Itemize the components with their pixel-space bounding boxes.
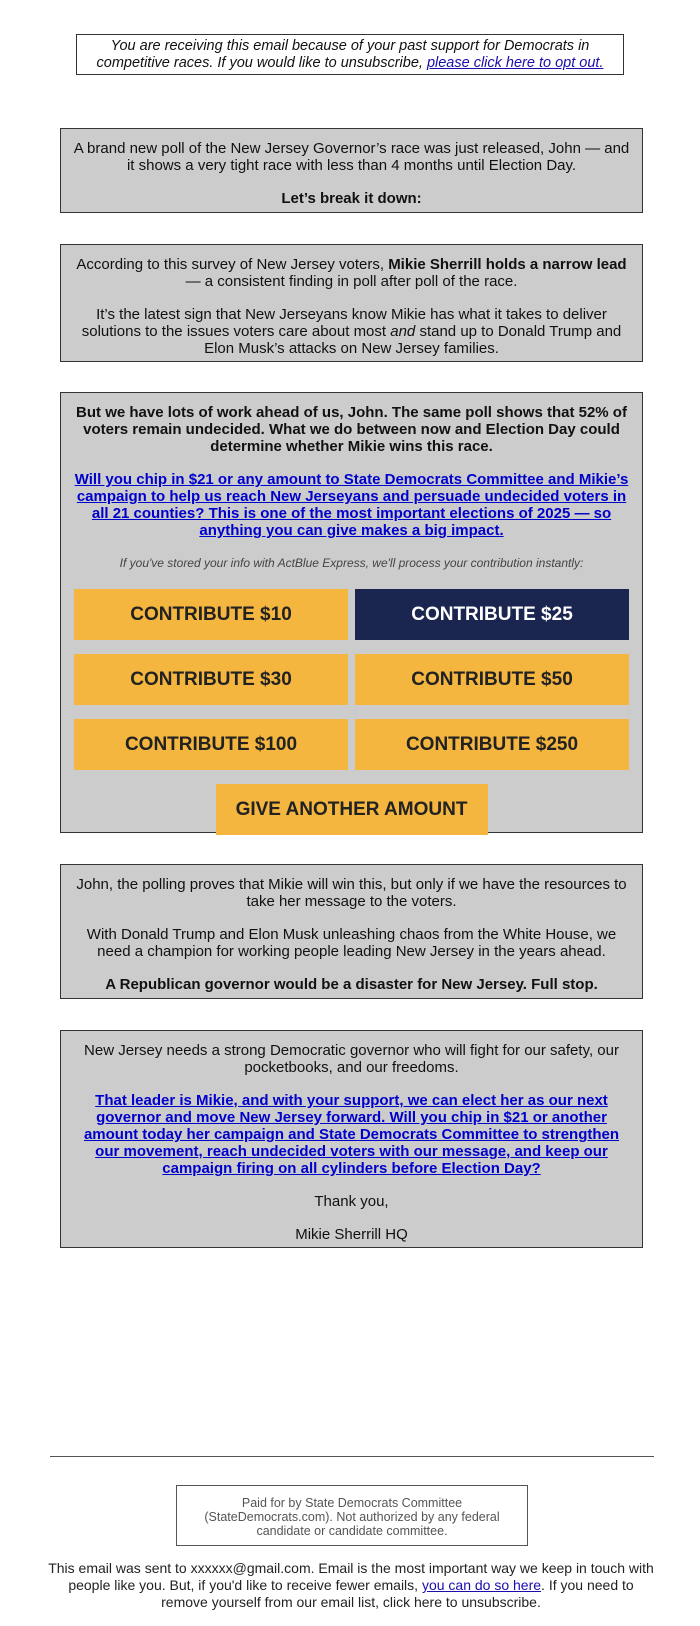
- footer-sent-to: This email was sent to: [48, 1560, 187, 1576]
- contribute-30-button[interactable]: CONTRIBUTE $30: [74, 654, 348, 705]
- footer-text: [48, 1560, 654, 1611]
- fewer-emails-link[interactable]: you can do so here: [421, 1577, 542, 1593]
- intro-box: [60, 128, 643, 213]
- polling-box: [60, 864, 643, 999]
- contribute-250-button[interactable]: CONTRIBUTE $250: [355, 719, 629, 770]
- poll-p2-pre: It’s the latest sign that New Jerseyans know Mikie has what it takes to deliver solutions to the issues voters care about most: [81, 306, 607, 340]
- intro-text: A brand new poll of the New Jersey Governor’s race was just released, John — and it shows a very tight race with less than 4 months until Election Day.: [73, 140, 630, 174]
- contribute-100-button[interactable]: CONTRIBUTE $100: [74, 719, 348, 770]
- poll-paragraph-2: [73, 306, 630, 357]
- footer-mid: . Email is the most important way we keep in touch with people like you. But, if you'd like to receive fewer emails,: [68, 1560, 654, 1593]
- closing-box: [60, 1030, 643, 1248]
- poll-paragraph-1: [73, 256, 630, 290]
- polling-bold-statement: A Republican governor would be a disaster for New Jersey. Full stop.: [105, 976, 598, 993]
- closing-thanks: Thank you,: [314, 1193, 389, 1210]
- poll-p1-bold: Mikie Sherrill holds a narrow lead: [388, 256, 627, 273]
- unsubscribe-notice: [76, 34, 624, 75]
- polling-paragraph-2: With Donald Trump and Elon Musk unleashing chaos from the White House, we need a champion for working people leading New Jersey in the years ahead.: [86, 926, 617, 960]
- actblue-express-note: If you've stored your info with ActBlue Express, we'll process your contribution instantly:: [119, 556, 584, 570]
- poll-p2-post: stand up to Donald Trump and Elon Musk’s attacks on New Jersey families.: [204, 323, 622, 357]
- closing-appeal-link[interactable]: That leader is Mikie, and with your support, we can elect her as our next governor and move New Jersey forward. Will you chip in $21 or another amount today her campaign and State Democrats Committee to strengthen our movement, reach undecided voters with our message, and keep our campaign firing on all cylinders before Election Day?: [83, 1092, 620, 1177]
- contribute-button-grid: [73, 589, 630, 770]
- paid-for-disclaimer: Paid for by State Democrats Committee (StateDemocrats.com). Not authorized by any federal candidate or candidate committee.: [176, 1485, 528, 1546]
- footer-unsubscribe-text: . If you need to remove yourself from our email list, click here to unsubscribe.: [161, 1577, 634, 1610]
- poll-p1-pre: According to this survey of New Jersey voters,: [76, 256, 385, 273]
- contribute-50-button[interactable]: CONTRIBUTE $50: [355, 654, 629, 705]
- contribute-25-button[interactable]: CONTRIBUTE $25: [355, 589, 629, 640]
- contribute-10-button[interactable]: CONTRIBUTE $10: [74, 589, 348, 640]
- closing-paragraph: New Jersey needs a strong Democratic governor who will fight for our safety, our pocketbooks, and our freedoms.: [84, 1042, 619, 1076]
- donate-appeal-link[interactable]: Will you chip in $21 or any amount to State Democrats Committee and Mikie’s campaign to help us reach New Jerseyans and persuade undecided voters in all 21 counties? This is one of the most important elections of 2025 — so anything you can give makes a big impact.: [74, 471, 629, 539]
- notice-text: You are receiving this email because of your past support for Democrats in competitive races. If you would like to unsubscribe,: [96, 38, 590, 71]
- poll-p2-italic: and: [390, 323, 416, 340]
- closing-signature: Mikie Sherrill HQ: [295, 1226, 408, 1243]
- donate-urgency-text: But we have lots of work ahead of us, John. The same poll shows that 52% of voters remain undecided. What we do between now and Election Day could determine whether Mikie wins this race.: [76, 404, 627, 455]
- opt-out-link[interactable]: please click here to opt out.: [426, 55, 604, 71]
- poll-p1-post: — a consistent finding in poll after poll of the race.: [185, 273, 518, 290]
- polling-paragraph-1: John, the polling proves that Mikie will win this, but only if we have the resources to take her message to the voters.: [76, 876, 627, 910]
- donate-box: [60, 392, 643, 833]
- give-another-amount-button[interactable]: GIVE ANOTHER AMOUNT: [216, 784, 488, 835]
- intro-breakdown-heading: Let’s break it down:: [281, 190, 422, 207]
- footer-divider: [50, 1456, 654, 1457]
- poll-box: [60, 244, 643, 362]
- footer-email: xxxxxx@gmail.com: [190, 1560, 311, 1576]
